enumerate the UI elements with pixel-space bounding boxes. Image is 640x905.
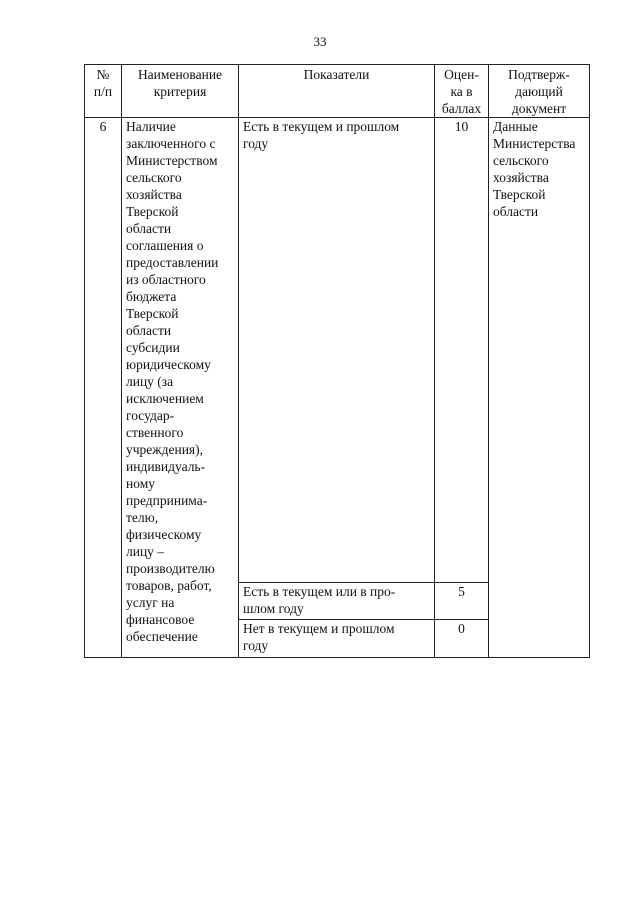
table-header-row [85,65,590,118]
indicator-text: Есть в текущем или в про- шлом году [239,583,435,620]
indicator-text: Есть в текущем и прошлом году [239,118,435,583]
page-number: 33 [313,34,327,49]
confirming-document: Данные Министерства сельского хозяйства Тверской области [489,118,590,658]
header-num: № п/п [85,65,122,118]
row-number: 6 [85,118,122,658]
header-document: Подтверж- дающий документ [489,65,590,118]
header-criterion: Наименование критерия [122,65,239,118]
indicator-text: Нет в текущем и прошлом году [239,620,435,658]
table-row [85,118,590,583]
criterion-name: Наличие заключенного с Министерством сельского хозяйства Тверской области соглашения о предоставлении из областного бюджета Тверской области субсидии юридическому лицу (за исключением государ- ственного учреждения), индивидуаль- ному предпринима- телю, физическому лицу – производителю товаров, работ, услуг на финансовое обеспечение [122,118,239,658]
score-value: 5 [435,583,489,620]
score-value: 0 [435,620,489,658]
score-value: 10 [435,118,489,583]
criteria-table [84,64,590,658]
header-indicators: Показатели [239,65,435,118]
header-score: Оцен- ка в баллах [435,65,489,118]
